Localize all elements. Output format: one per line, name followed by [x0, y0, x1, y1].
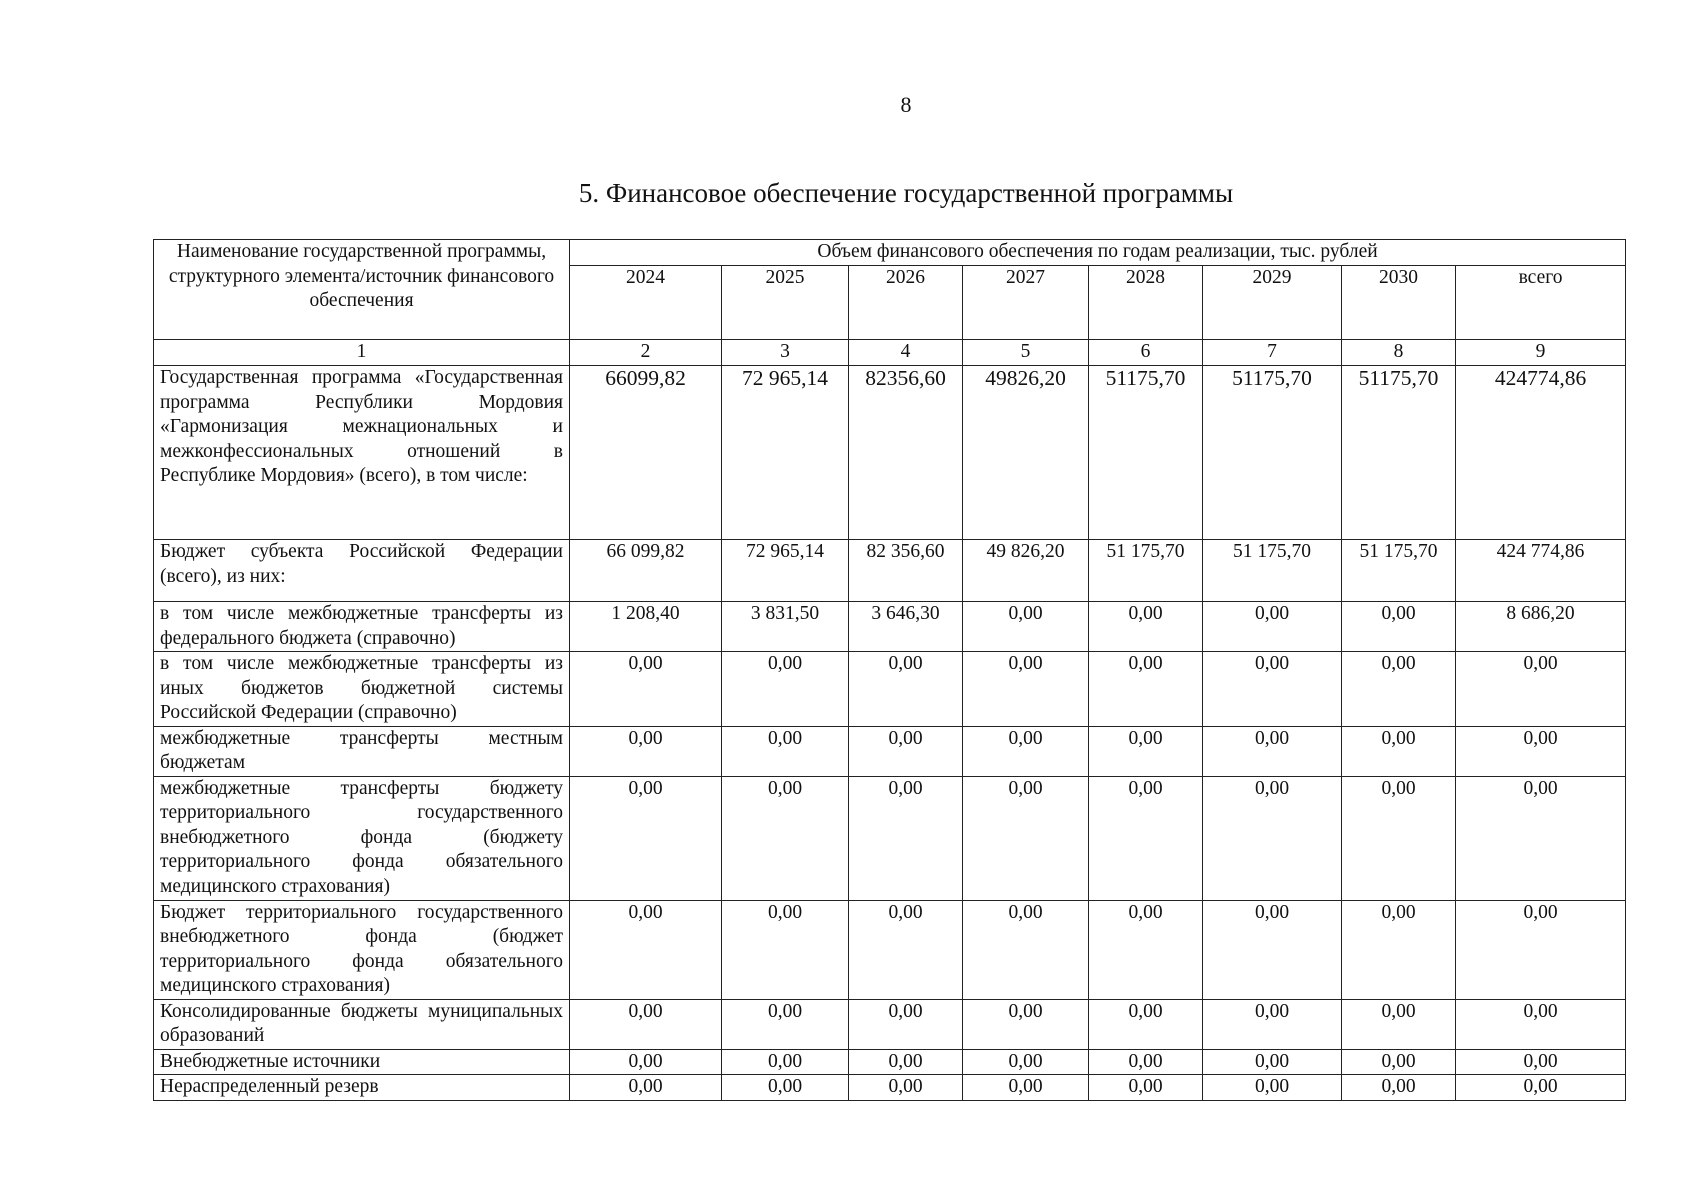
row-name: Бюджет субъекта Российской Федерации (всего), из них:: [154, 540, 570, 602]
cell-value: 0,00: [1089, 900, 1203, 999]
cell-value: 0,00: [1203, 900, 1342, 999]
header-name: Наименование государственной программы, структурного элемента/источник финансового обеспечения: [154, 240, 570, 340]
header-year: 2029: [1203, 266, 1342, 340]
column-number: 2: [570, 340, 722, 366]
cell-value: 51 175,70: [1089, 540, 1203, 602]
cell-value: 51175,70: [1203, 366, 1342, 540]
cell-value: 0,00: [1089, 602, 1203, 652]
column-number-row: [154, 340, 1626, 366]
cell-value: 0,00: [1342, 652, 1456, 727]
cell-value: 424 774,86: [1456, 540, 1626, 602]
cell-value: 0,00: [570, 776, 722, 900]
cell-value: 0,00: [570, 726, 722, 776]
cell-value: 0,00: [1342, 1075, 1456, 1101]
header-year: 2027: [963, 266, 1089, 340]
cell-value: 0,00: [722, 900, 849, 999]
financing-table: [153, 239, 1626, 1101]
table-row: [154, 999, 1626, 1049]
cell-value: 0,00: [963, 1049, 1089, 1075]
cell-value: 0,00: [963, 900, 1089, 999]
cell-value: 0,00: [1203, 1049, 1342, 1075]
cell-value: 0,00: [1203, 776, 1342, 900]
cell-value: 51175,70: [1342, 366, 1456, 540]
row-name: Внебюджетные источники: [154, 1049, 570, 1075]
cell-value: 51175,70: [1089, 366, 1203, 540]
column-number: 5: [963, 340, 1089, 366]
header-row-top: [154, 240, 1626, 266]
cell-value: 0,00: [722, 776, 849, 900]
cell-value: 0,00: [1203, 1075, 1342, 1101]
table-row: [154, 366, 1626, 540]
cell-value: 0,00: [1342, 602, 1456, 652]
cell-value: 0,00: [849, 1075, 963, 1101]
cell-value: 0,00: [722, 1049, 849, 1075]
cell-value: 0,00: [1342, 999, 1456, 1049]
section-title: 5. Финансовое обеспечение государственной программы: [578, 178, 1234, 208]
header-funding-span: Объем финансового обеспечения по годам реализации, тыс. рублей: [570, 240, 1626, 266]
cell-value: 0,00: [963, 1075, 1089, 1101]
cell-value: 0,00: [1456, 726, 1626, 776]
cell-value: 0,00: [1203, 652, 1342, 727]
cell-value: 0,00: [1089, 776, 1203, 900]
row-name: межбюджетные трансферты бюджету территориального государственного внебюджетного фонда (бюджету территориального фонда обязательного медицинского страхования): [154, 776, 570, 900]
cell-value: 51 175,70: [1342, 540, 1456, 602]
cell-value: 1 208,40: [570, 602, 722, 652]
column-number: 6: [1089, 340, 1203, 366]
cell-value: 0,00: [570, 1075, 722, 1101]
table-row: [154, 726, 1626, 776]
cell-value: 0,00: [1089, 726, 1203, 776]
table-row: [154, 540, 1626, 602]
row-name: Бюджет территориального государственного внебюджетного фонда (бюджет территориального фонда обязательного медицинского страхования): [154, 900, 570, 999]
cell-value: 0,00: [1203, 726, 1342, 776]
cell-value: 82356,60: [849, 366, 963, 540]
cell-value: 0,00: [963, 776, 1089, 900]
cell-value: 0,00: [570, 1049, 722, 1075]
cell-value: 0,00: [1456, 900, 1626, 999]
cell-value: 0,00: [1089, 1049, 1203, 1075]
cell-value: 0,00: [849, 652, 963, 727]
cell-value: 0,00: [1342, 900, 1456, 999]
table-row: [154, 652, 1626, 727]
cell-value: 0,00: [1456, 1075, 1626, 1101]
column-number: 9: [1456, 340, 1626, 366]
cell-value: 3 831,50: [722, 602, 849, 652]
cell-value: 0,00: [849, 726, 963, 776]
header-total: всего: [1456, 266, 1626, 340]
cell-value: 0,00: [963, 726, 1089, 776]
cell-value: 0,00: [1342, 776, 1456, 900]
cell-value: 3 646,30: [849, 602, 963, 652]
cell-value: 49826,20: [963, 366, 1089, 540]
column-number: 4: [849, 340, 963, 366]
cell-value: 0,00: [1456, 776, 1626, 900]
cell-value: 0,00: [1456, 999, 1626, 1049]
header-year: 2028: [1089, 266, 1203, 340]
row-name: в том числе межбюджетные трансферты из иных бюджетов бюджетной системы Российской Федерации (справочно): [154, 652, 570, 727]
cell-value: 0,00: [1456, 652, 1626, 727]
cell-value: 66 099,82: [570, 540, 722, 602]
cell-value: 424774,86: [1456, 366, 1626, 540]
row-name: Консолидированные бюджеты муниципальных образований: [154, 999, 570, 1049]
header-year: 2025: [722, 266, 849, 340]
cell-value: 0,00: [570, 999, 722, 1049]
column-number: 7: [1203, 340, 1342, 366]
cell-value: 0,00: [1342, 1049, 1456, 1075]
cell-value: 0,00: [963, 652, 1089, 727]
header-year: 2024: [570, 266, 722, 340]
header-year: 2026: [849, 266, 963, 340]
cell-value: 0,00: [722, 1075, 849, 1101]
cell-value: 0,00: [570, 652, 722, 727]
cell-value: 0,00: [1089, 1075, 1203, 1101]
cell-value: 0,00: [722, 652, 849, 727]
column-number: 8: [1342, 340, 1456, 366]
cell-value: 0,00: [1089, 652, 1203, 727]
page-number: 8: [900, 92, 912, 117]
table-row: [154, 602, 1626, 652]
cell-value: 82 356,60: [849, 540, 963, 602]
row-name: в том числе межбюджетные трансферты из федерального бюджета (справочно): [154, 602, 570, 652]
cell-value: 0,00: [1456, 1049, 1626, 1075]
cell-value: 0,00: [849, 1049, 963, 1075]
table-row: [154, 1075, 1626, 1101]
cell-value: 0,00: [722, 726, 849, 776]
cell-value: 0,00: [1089, 999, 1203, 1049]
cell-value: 51 175,70: [1203, 540, 1342, 602]
cell-value: 72 965,14: [722, 540, 849, 602]
cell-value: 0,00: [570, 900, 722, 999]
cell-value: 0,00: [849, 999, 963, 1049]
cell-value: 8 686,20: [1456, 602, 1626, 652]
cell-value: 72 965,14: [722, 366, 849, 540]
cell-value: 0,00: [849, 776, 963, 900]
column-number: 1: [154, 340, 570, 366]
table-row: [154, 776, 1626, 900]
cell-value: 66099,82: [570, 366, 722, 540]
header-year: 2030: [1342, 266, 1456, 340]
table-row: [154, 1049, 1626, 1075]
row-name: межбюджетные трансферты местным бюджетам: [154, 726, 570, 776]
table-row: [154, 900, 1626, 999]
column-number: 3: [722, 340, 849, 366]
cell-value: 0,00: [1203, 602, 1342, 652]
cell-value: 0,00: [722, 999, 849, 1049]
row-name: Государственная программа «Государственная программа Республики Мордовия «Гармонизация межнациональных и межконфессиональных отношений в Республике Мордовия» (всего), в том числе:: [154, 366, 570, 540]
cell-value: 0,00: [963, 999, 1089, 1049]
cell-value: 0,00: [849, 900, 963, 999]
cell-value: 49 826,20: [963, 540, 1089, 602]
row-name: Нераспределенный резерв: [154, 1075, 570, 1101]
cell-value: 0,00: [1203, 999, 1342, 1049]
cell-value: 0,00: [963, 602, 1089, 652]
cell-value: 0,00: [1342, 726, 1456, 776]
